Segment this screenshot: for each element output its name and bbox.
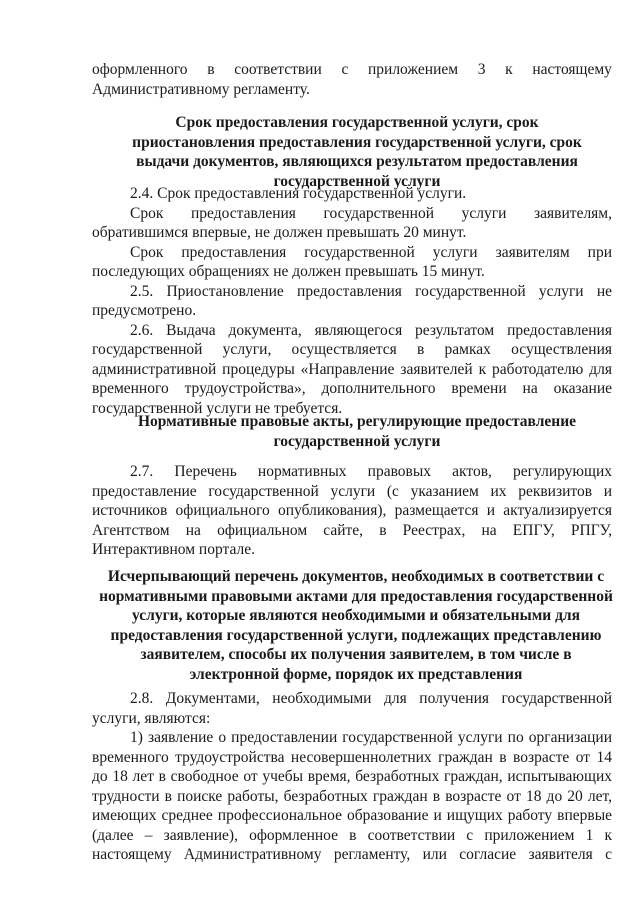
intro-word: настоящему (532, 61, 612, 78)
intro-word: приложением (367, 61, 459, 78)
intro-word: к (505, 61, 513, 78)
paragraph: 1) заявление о предоставлении государственной услуги по организации временного трудоустройства несовершеннолетних граждан в возрасте от 14 до 18 лет в свободное от учебы время, безработных граждан, испытывающих трудности в поиске работы, безработных граждан в возрасте от 18 до 20 лет, имеющих среднее профессиональное образование и ищущих работу впервые (далее – заявление), оформленное в соответствии с приложением 1 к настоящему Административному регламенту, или согласие заявителя с (92, 729, 612, 863)
section-heading-legal-acts (122, 412, 592, 451)
paragraph: Срок предоставления государственной услуги заявителям при последующих обращениях не должен превышать 15 минут. (92, 243, 612, 280)
intro-word: с (341, 61, 349, 78)
intro-word: в (207, 61, 215, 78)
paragraph: Срок предоставления государственной услуги заявителям, обратившимся впервые, не должен превышать 20 минут. (92, 204, 612, 241)
paragraph: 2.8. Документами, необходимыми для получения государственной услуги, являются: (92, 690, 612, 727)
paragraph: 2.7. Перечень нормативных правовых актов, регулирующих предоставление государственной услуги (с указанием их реквизитов и источников официального опубликования), размещается и актуализируется Агентством на официальном сайте, в Реестрах, на ЕПГУ, РПГУ, Интерактивном портале. (92, 463, 612, 558)
section-body-documents (92, 689, 612, 865)
paragraph: 2.5. Приостановление предоставления государственной услуги не предусмотрено. (92, 282, 612, 319)
section-body-legal-acts (92, 462, 612, 560)
intro-line (92, 60, 612, 80)
section-heading-deadlines (112, 113, 602, 191)
section-heading-documents (96, 567, 616, 684)
paragraph: 2.6. Выдача документа, являющегося результатом предоставления государственной услуги, осуществляется в рамках осуществления административной процедуры «Направление заявителей к работодателю для временного трудоустройства», дополнительного времени на оказание государственной услуги не требуется. (92, 321, 612, 417)
section-title: Срок предоставления государственной услуги, срок приостановления предоставления государственной услуги, срок выдачи документов, являющихся результатом предоставления государственной услуги (132, 114, 582, 190)
intro-word: оформленного (92, 61, 188, 78)
paragraph: 2.4. Срок предоставления государственной услуги. (130, 185, 467, 202)
section-title: Нормативные правовые акты, регулирующие предоставление государственной услуги (137, 413, 577, 450)
section-title: Исчерпывающий перечень документов, необходимых в соответствии с нормативными правовыми актами для предоставления государственной услуги, которые являются необходимыми и обязательными для предоставления государственной услуги, подлежащих представлению заявителем, способы их получения заявителем, в том числе в электронной форме, порядок их представления (99, 568, 613, 683)
intro-word: 3 (477, 61, 486, 78)
section-body-deadlines (92, 184, 612, 418)
intro-word: соответствии (234, 61, 322, 78)
intro-line-end: Административному регламенту. (92, 80, 310, 98)
intro-block (92, 60, 612, 99)
